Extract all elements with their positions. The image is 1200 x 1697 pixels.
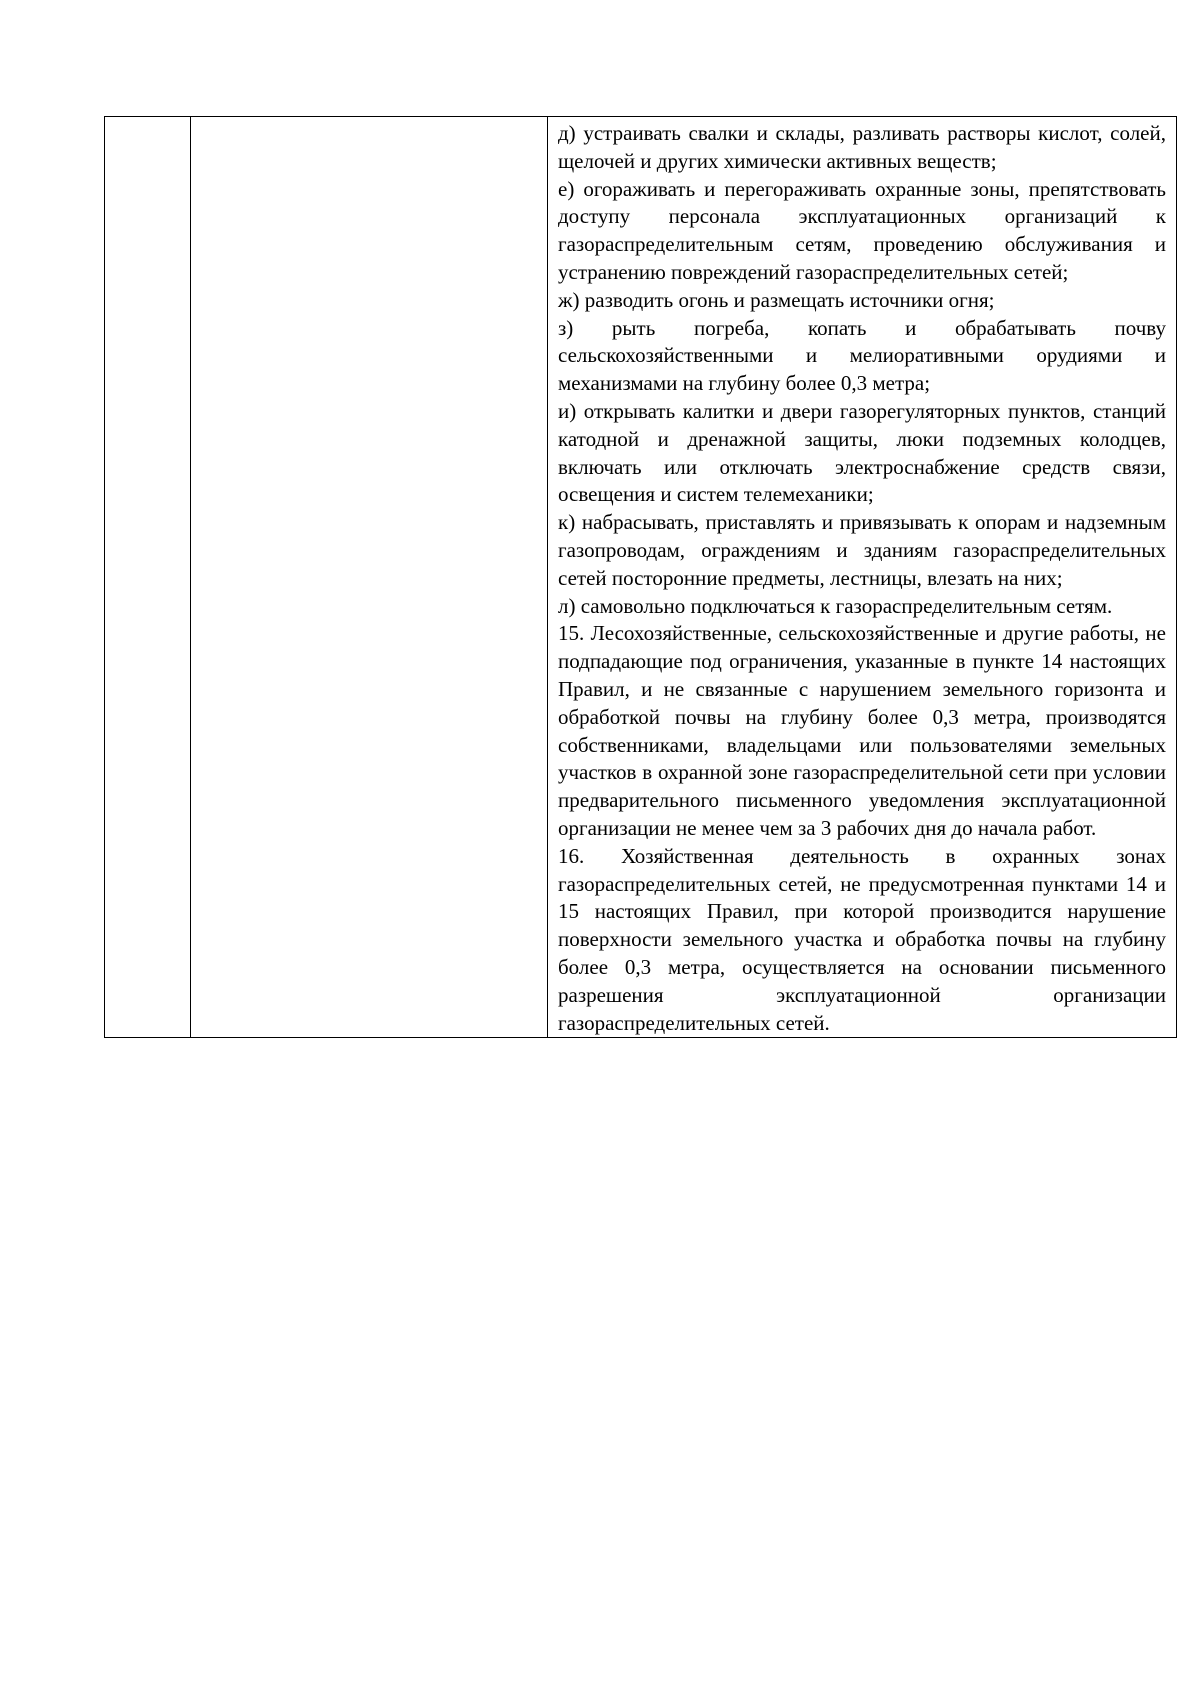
paragraph-item-d: д) устраивать свалки и склады, разливать растворы кислот, солей, щелочей и других химически активных веществ;	[558, 121, 1166, 173]
document-table	[104, 116, 1177, 1038]
paragraph-item-i: и) открывать калитки и двери газорегуляторных пунктов, станций катодной и дренажной защиты, люки подземных колодцев, включать или отключать электроснабжение средств связи, освещения и систем телемеханики;	[558, 398, 1166, 507]
paragraph-clause-15: 15. Лесохозяйственные, сельскохозяйственные и другие работы, не подпадающие под ограничения, указанные в пункте 14 настоящих Правил, и не связанные с нарушением земельного горизонта и обработкой почвы на глубину более 0,3 метра, производятся собственниками, владельцами или пользователями земельных участков в охранной зоне газораспределительной сети при условии предварительного письменного уведомления эксплуатационной организации не менее чем за 3 рабочих дня до начала работ.	[558, 621, 1166, 840]
paragraph-item-z: з) рыть погреба, копать и обрабатывать почву сельскохозяйственными и мелиоративными орудиями и механизмами на глубину более 0,3 метра;	[558, 315, 1166, 396]
paragraph-item-zh: ж) разводить огонь и размещать источники огня;	[558, 287, 995, 312]
paragraph-item-k: к) набрасывать, приставлять и привязывать к опорам и надземным газопроводам, ограждениям и зданиям газораспределительных сетей посторонние предметы, лестницы, влезать на них;	[558, 510, 1166, 590]
table-cell-text	[548, 117, 1177, 1038]
paragraph-item-e: е) огораживать и перегораживать охранные зоны, препятствовать доступу персонала эксплуатационных организаций к газораспределительным сетям, проведению обслуживания и устранению повреждений газораспределительных сетей;	[558, 176, 1166, 284]
table-cell-number	[105, 117, 191, 1038]
table-cell-name	[191, 117, 548, 1038]
paragraph-item-l: л) самовольно подключаться к газораспределительным сетям.	[558, 593, 1113, 618]
paragraph-clause-16: 16. Хозяйственная деятельность в охранных зонах газораспределительных сетей, не предусмотренная пунктами 14 и 15 настоящих Правил, при которой производится нарушение поверхности земельного участка и обработка почвы на глубину более 0,3 метра, осуществляется на основании письменного разрешения эксплуатационной организации газораспределительных сетей.	[558, 843, 1166, 1035]
table-row	[105, 117, 1177, 1038]
